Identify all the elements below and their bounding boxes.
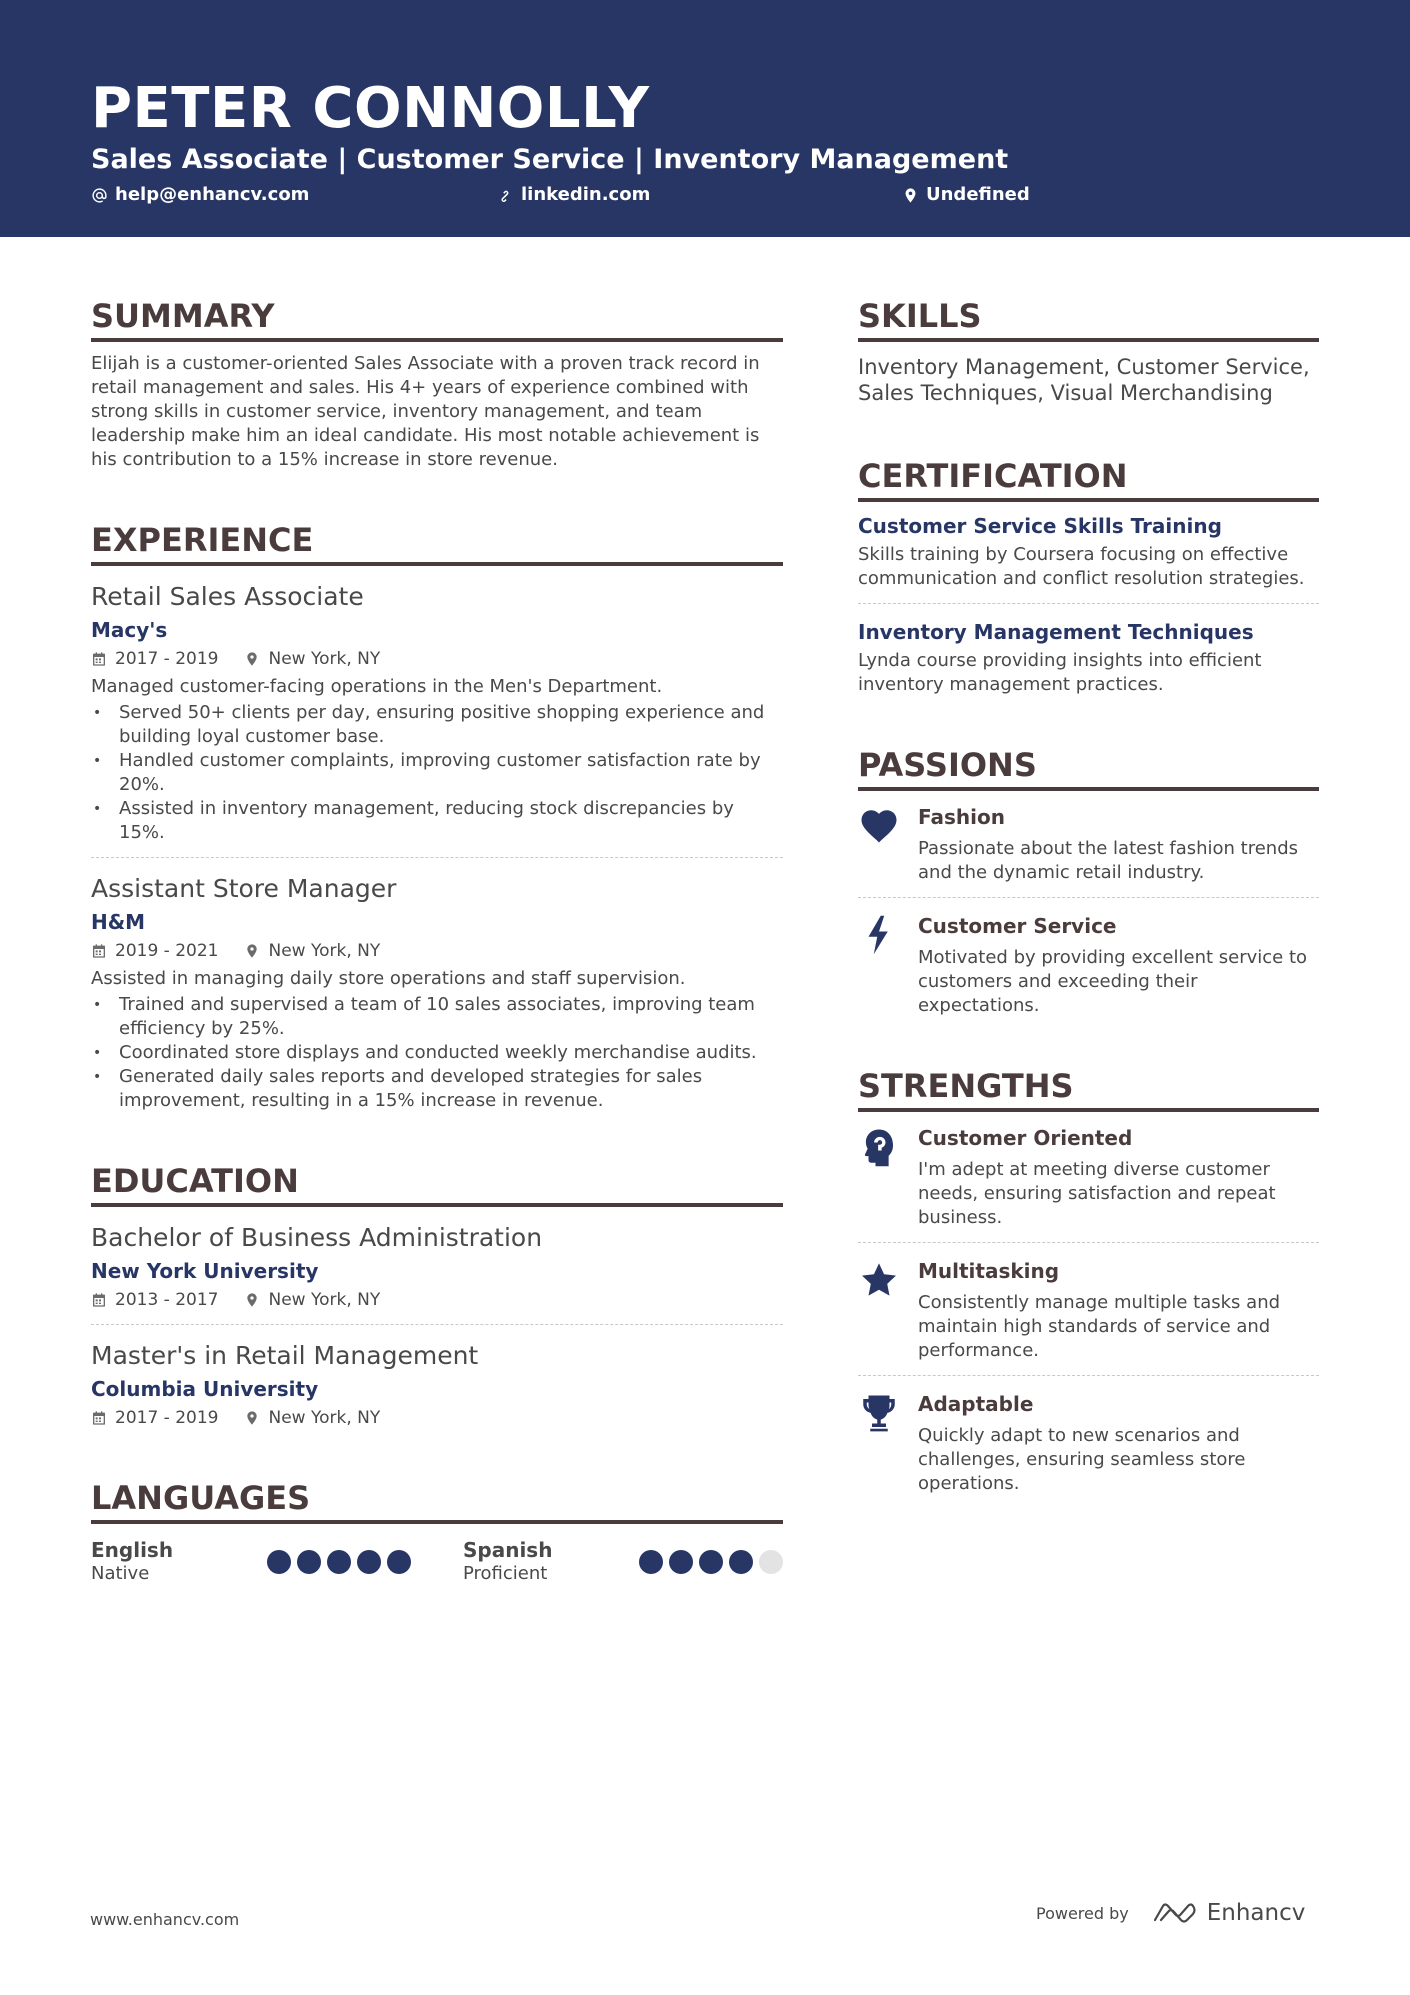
language-level: Proficient (463, 1563, 548, 1584)
job-location-text: New York, NY (268, 941, 381, 961)
job-bullet: • Assisted in inventory management, reducing stock discrepancies by 15%. (91, 797, 783, 845)
calendar-icon (91, 943, 107, 959)
job-dates-text: 2017 - 2019 (115, 649, 219, 669)
strengths-title: STRENGTHS (858, 1067, 1074, 1105)
entry-divider (858, 603, 1319, 604)
strength-item (858, 1390, 1319, 1496)
languages-title: LANGUAGES (91, 1479, 311, 1517)
powered-by-label: Powered by (1036, 1903, 1129, 1923)
school-name: Columbia University (91, 1377, 319, 1401)
job-bullets (91, 701, 783, 845)
job-bullet: • Generated daily sales reports and developed strategies for sales improvement, resulting in a 15% increase in revenue. (91, 1065, 783, 1113)
strength-item (858, 1257, 1319, 1363)
education-dates (91, 1288, 218, 1312)
calendar-icon (91, 1410, 107, 1426)
experience-title: EXPERIENCE (91, 521, 314, 559)
strength-title: Adaptable (918, 1392, 1034, 1416)
degree-title: Master's in Retail Management (91, 1341, 479, 1370)
brand-name: Enhancv (1206, 1900, 1306, 1926)
entry-divider (91, 857, 783, 858)
location-pin-icon (244, 1292, 260, 1308)
trophy-icon (858, 1392, 900, 1434)
strength-content (918, 1124, 1319, 1230)
contact-email[interactable] (91, 183, 309, 207)
section-divider (858, 787, 1319, 791)
strength-item (858, 1124, 1319, 1230)
degree-title: Bachelor of Business Administration (91, 1223, 543, 1252)
language-info (463, 1538, 552, 1586)
language-name: English (91, 1538, 174, 1562)
education-location (244, 1288, 380, 1312)
left-column (91, 296, 783, 1634)
passion-icon-wrap (858, 803, 918, 885)
calendar-icon (91, 1292, 107, 1308)
location-pin-icon (902, 187, 919, 204)
school-name: New York University (91, 1259, 319, 1283)
candidate-name: PETER CONNOLLY (91, 76, 650, 141)
language-name: Spanish (463, 1538, 553, 1562)
resume-header (0, 0, 1410, 237)
section-divider (858, 498, 1319, 502)
certification-entry (858, 618, 1319, 697)
education-dates (91, 1406, 218, 1430)
rating-dot-empty (759, 1550, 783, 1574)
entry-divider (858, 897, 1319, 898)
head-icon (858, 1126, 900, 1168)
rating-dot-filled (297, 1550, 321, 1574)
contact-email-text: help@enhancv.com (115, 184, 310, 205)
education-title: EDUCATION (91, 1162, 299, 1200)
job-meta (91, 939, 783, 963)
strength-description: I'm adept at meeting diverse customer needs, ensuring satisfaction and repeat business. (918, 1159, 1276, 1228)
heart-icon (858, 805, 900, 847)
strength-icon-wrap (858, 1124, 918, 1230)
strengths-section (858, 1066, 1319, 1496)
job-dates (91, 647, 218, 671)
footer-website[interactable]: www.enhancv.com (90, 1910, 240, 1929)
education-entry (91, 1339, 783, 1430)
location-pin-icon (244, 943, 260, 959)
job-company: H&M (91, 910, 146, 934)
entry-divider (858, 1375, 1319, 1376)
passions-title: PASSIONS (858, 746, 1037, 784)
star-icon (858, 1259, 900, 1301)
education-section (91, 1161, 783, 1430)
entry-divider (858, 1242, 1319, 1243)
calendar-icon (91, 651, 107, 667)
job-company: Macy's (91, 618, 168, 642)
section-divider (91, 562, 783, 566)
rating-dot-filled (357, 1550, 381, 1574)
languages-list (91, 1538, 783, 1586)
section-divider (91, 1203, 783, 1207)
job-location-text: New York, NY (268, 649, 381, 669)
passions-section (858, 745, 1319, 1018)
job-bullet: • Coordinated store displays and conducted weekly merchandise audits. (91, 1041, 783, 1065)
education-meta (91, 1288, 783, 1312)
strength-content (918, 1390, 1319, 1496)
job-dates (91, 939, 218, 963)
section-divider (91, 338, 783, 342)
candidate-headline: Sales Associate | Customer Service | Inventory Management (91, 144, 1009, 175)
section-divider (858, 338, 1319, 342)
passion-item (858, 803, 1319, 885)
footer-branding (1036, 1900, 1305, 1926)
certification-name: Inventory Management Techniques (858, 620, 1254, 644)
strength-content (918, 1257, 1319, 1363)
certification-description: Skills training by Coursera focusing on effective communication and conflict resolution strategies. (858, 544, 1305, 589)
strength-title: Customer Oriented (918, 1126, 1133, 1150)
job-bullet: • Handled customer complaints, improving customer satisfaction rate by 20%. (91, 749, 783, 797)
passion-description: Motivated by providing excellent service to customers and exceeding their expectations. (918, 947, 1308, 1016)
passion-content (918, 803, 1319, 885)
education-dates-text: 2013 - 2017 (115, 1290, 219, 1310)
brand-logo[interactable] (1151, 1900, 1306, 1926)
skills-section (858, 296, 1319, 406)
passion-icon-wrap (858, 912, 918, 1018)
rating-dot-filled (327, 1550, 351, 1574)
contact-location-text: Undefined (926, 184, 1030, 205)
job-meta (91, 647, 783, 671)
skills-title: SKILLS (858, 297, 982, 335)
rating-dot-filled (729, 1550, 753, 1574)
experience-section (91, 520, 783, 1113)
languages-section (91, 1478, 783, 1586)
experience-entry (91, 872, 783, 1113)
strength-description: Quickly adapt to new scenarios and challenges, ensuring seamless store operations. (918, 1425, 1246, 1494)
education-location (244, 1406, 380, 1430)
job-dates-text: 2019 - 2021 (115, 941, 219, 961)
summary-title: SUMMARY (91, 297, 275, 335)
passion-description: Passionate about the latest fashion trends and the dynamic retail industry. (918, 838, 1299, 883)
strength-icon-wrap (858, 1257, 918, 1363)
certification-description: Lynda course providing insights into efficient inventory management practices. (858, 650, 1262, 695)
job-description: Managed customer-facing operations in the Men's Department. (91, 676, 663, 697)
job-description: Assisted in managing daily store operations and staff supervision. (91, 968, 686, 989)
strength-title: Multitasking (918, 1259, 1060, 1283)
link-icon (497, 187, 514, 204)
education-dates-text: 2017 - 2019 (115, 1408, 219, 1428)
right-column (858, 296, 1319, 1544)
contact-location (902, 183, 1030, 207)
passion-title: Customer Service (918, 914, 1117, 938)
language-level: Native (91, 1563, 150, 1584)
strength-icon-wrap (858, 1390, 918, 1496)
job-location (244, 647, 380, 671)
passion-content (918, 912, 1319, 1018)
language-item (463, 1538, 783, 1586)
experience-entry (91, 580, 783, 845)
section-divider (91, 1520, 783, 1524)
job-location (244, 939, 380, 963)
location-pin-icon (244, 1410, 260, 1426)
location-pin-icon (244, 651, 260, 667)
job-role: Retail Sales Associate (91, 582, 364, 611)
language-rating (267, 1550, 411, 1574)
job-bullet: • Trained and supervised a team of 10 sales associates, improving team efficiency by 25%. (91, 993, 783, 1041)
certification-section (858, 456, 1319, 697)
certification-title: CERTIFICATION (858, 457, 1128, 495)
summary-text: Elijah is a customer-oriented Sales Associate with a proven track record in retail management and sales. His 4+ years of experience combined with strong skills in customer service, inventory management, and team leadership make him an ideal candidate. His most notable achievement is his contribution to a 15% increase in store revenue. (91, 353, 760, 470)
contact-linkedin-text: linkedin.com (521, 184, 651, 205)
strength-description: Consistently manage multiple tasks and maintain high standards of service and performance. (918, 1292, 1281, 1361)
passion-item (858, 912, 1319, 1018)
job-role: Assistant Store Manager (91, 874, 397, 903)
language-rating (639, 1550, 783, 1574)
job-bullets (91, 993, 783, 1113)
education-entry (91, 1221, 783, 1312)
enhancv-logo-icon (1151, 1900, 1199, 1926)
education-meta (91, 1406, 783, 1430)
rating-dot-filled (669, 1550, 693, 1574)
language-info (91, 1538, 173, 1586)
education-location-text: New York, NY (268, 1290, 381, 1310)
skills-text: Inventory Management, Customer Service, Sales Techniques, Visual Merchandising (858, 355, 1310, 405)
summary-section (91, 296, 783, 472)
rating-dot-filled (699, 1550, 723, 1574)
rating-dot-filled (267, 1550, 291, 1574)
language-item (91, 1538, 411, 1586)
education-location-text: New York, NY (268, 1408, 381, 1428)
at-icon (91, 187, 108, 204)
passion-title: Fashion (918, 805, 1005, 829)
rating-dot-filled (639, 1550, 663, 1574)
certification-name: Customer Service Skills Training (858, 514, 1222, 538)
entry-divider (91, 1324, 783, 1325)
contact-linkedin[interactable] (497, 183, 650, 207)
section-divider (858, 1108, 1319, 1112)
rating-dot-filled (387, 1550, 411, 1574)
lightning-icon (858, 914, 900, 956)
job-bullet: • Served 50+ clients per day, ensuring positive shopping experience and building loyal customer base. (91, 701, 783, 749)
certification-entry (858, 512, 1319, 591)
